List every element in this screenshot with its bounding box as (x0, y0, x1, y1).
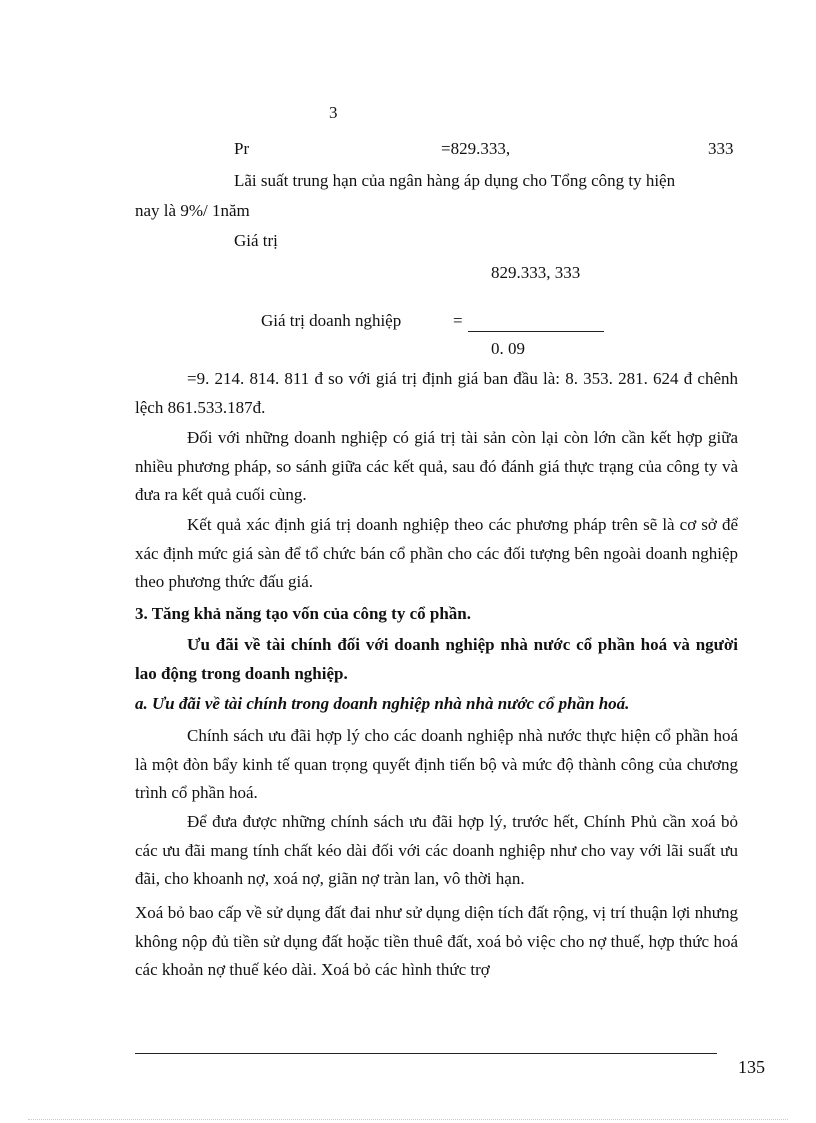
paragraph-government: Để đưa được những chính sách ưu đãi hợp lý, trước hết, Chính Phủ cần xoá bỏ các ưu đãi mang tính chất kéo dài đối với các doanh nghiệp như cho vay với lãi suất ưu đãi, cho khoanh nợ, xoá nợ, giãn nợ tràn lan, vô thời hạn. (135, 812, 738, 888)
value-label: Giá trị (234, 231, 278, 250)
rate-paragraph-line1: Lãi suất trung hạn của ngân hàng áp dụng cho Tổng công ty hiện (234, 171, 676, 190)
fraction-denominator: 0. 09 (491, 339, 525, 358)
footer-rule (135, 1053, 717, 1054)
page-bottom-dotted-edge (28, 1119, 788, 1120)
paragraph-result-basis: Kết quả xác định giá trị doanh nghiệp theo các phương pháp trên sẽ là cơ sở để xác định mức giá sàn để tổ chức bán cổ phần cho các đối tượng bên ngoài doanh nghiệp theo phương thức đấu giá. (135, 515, 738, 591)
fraction-label: Giá trị doanh nghiệp (261, 311, 402, 330)
fraction-bar (468, 331, 604, 332)
paragraph-land: Xoá bỏ bao cấp về sử dụng đất đai như sử dụng diện tích đất rộng, vị trí thuận lợi nhưng không nộp đủ tiền sử dụng đất hoặc tiền thuê đất, xoá bỏ việc cho nợ thuế, hợp thức hoá các khoản nợ thuế kéo dài. Xoá bỏ các hình thức trợ (135, 903, 738, 979)
formula-exponent: 3 (329, 103, 338, 122)
formula-pr-value: =829.333, (441, 139, 511, 158)
page-number: 135 (738, 1057, 765, 1077)
result-paragraph: =9. 214. 814. 811 đ so với giá trị định giá ban đầu là: 8. 353. 281. 624 đ chênh lệch 861.533.187đ. (135, 369, 738, 417)
heading-3: 3. Tăng khả năng tạo vốn của công ty cổ phần. (135, 604, 471, 623)
subheading-a: a. Ưu đãi về tài chính trong doanh nghiệp nhà nhà nước cổ phần hoá. (135, 694, 630, 713)
rate-paragraph-line2: nay là 9%/ 1năm (135, 201, 250, 220)
formula-pr-label: Pr (234, 139, 250, 158)
fraction-numerator: 829.333, 333 (491, 263, 581, 282)
formula-pr-decimals: 333 (708, 139, 734, 158)
fraction-equals: = (453, 311, 463, 330)
paragraph-policy: Chính sách ưu đãi hợp lý cho các doanh nghiệp nhà nước thực hiện cổ phần hoá là một đòn bẩy kinh tế quan trọng quyết định tiến bộ và mức độ thành công của chương trình cổ phần hoá. (135, 726, 738, 802)
subheading-incentives: Ưu đãi về tài chính đối với doanh nghiệp nhà nước cổ phần hoá và người lao động trong doanh nghiệp. (135, 635, 738, 683)
paragraph-combine: Đối với những doanh nghiệp có giá trị tài sản còn lại còn lớn cần kết hợp giữa nhiều phương pháp, so sánh giữa các kết quả, sau đó đánh giá thực trạng của công ty và đưa ra kết quả cuối cùng. (135, 428, 738, 504)
